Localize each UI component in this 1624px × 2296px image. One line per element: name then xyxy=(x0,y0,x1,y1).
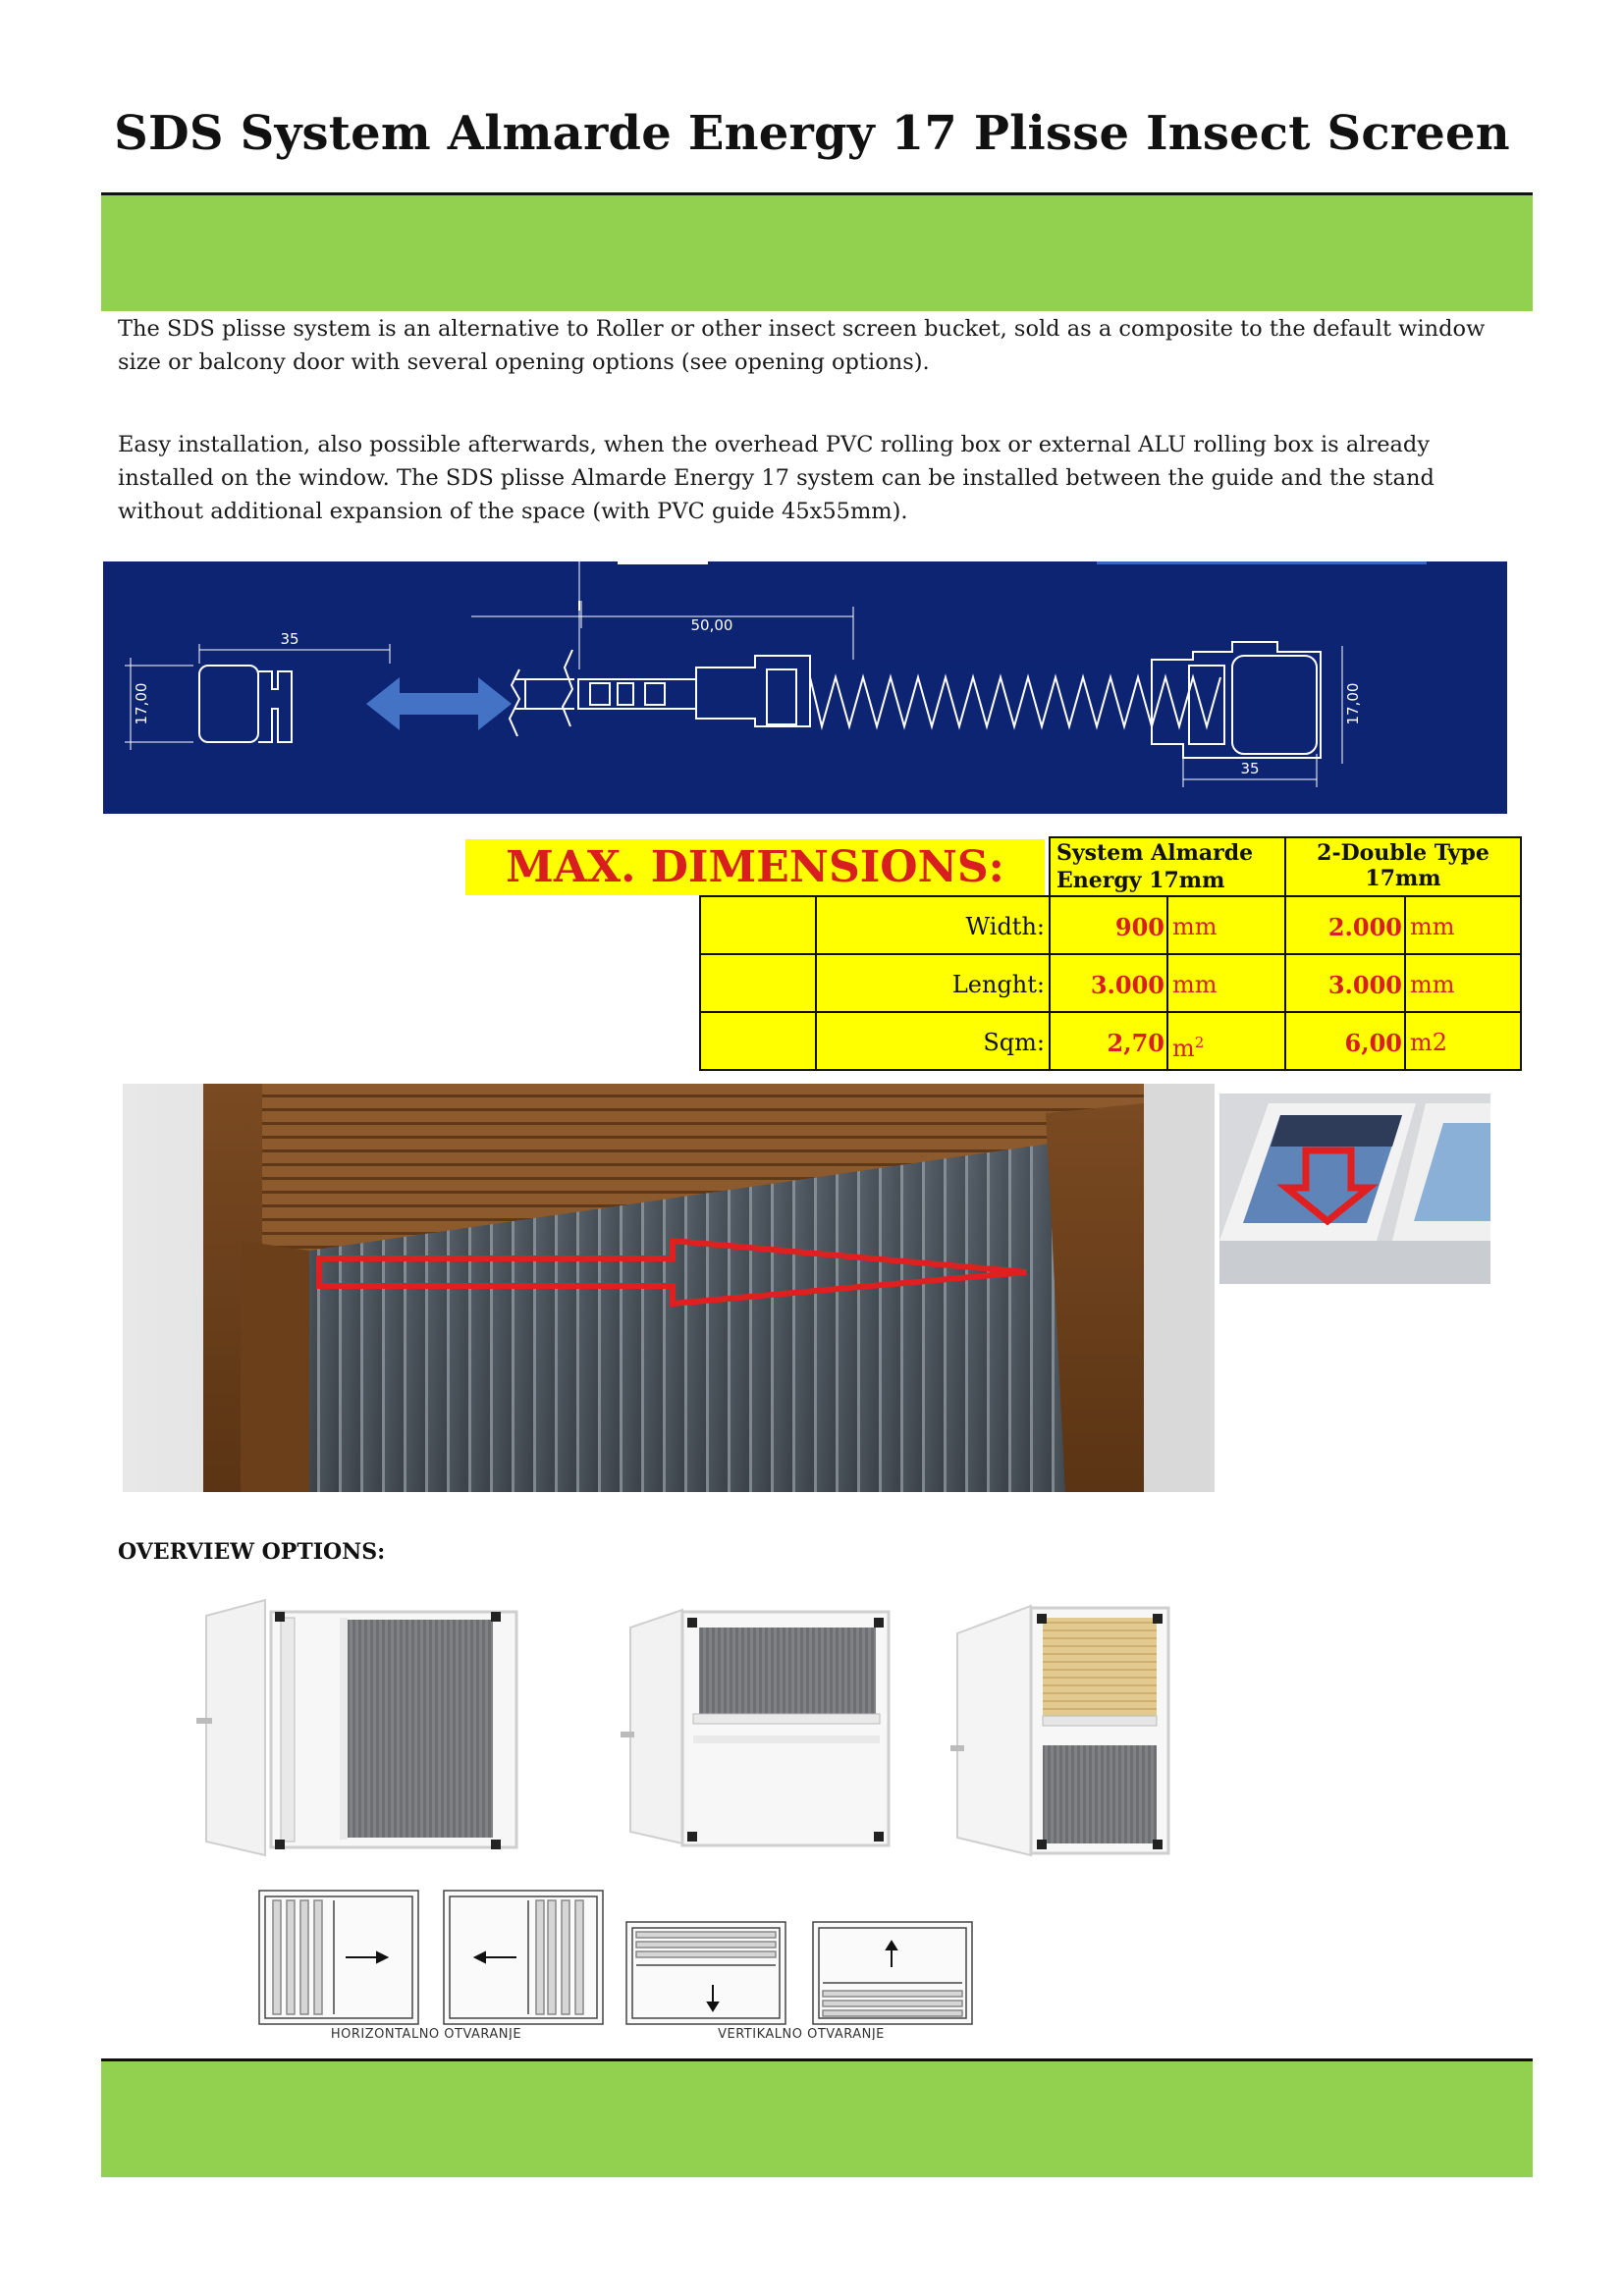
dim-row-label: Sqm: xyxy=(815,1011,1051,1071)
dim-value-col2: 6,00 xyxy=(1284,1011,1406,1071)
dim-blank-cell xyxy=(699,1011,817,1071)
horizontal-pleat-window xyxy=(196,1600,516,1857)
opening-schematics xyxy=(251,1883,998,2040)
page-title: SDS System Almarde Energy 17 Plisse Insect Screen xyxy=(114,106,1510,161)
dim-blank-cell xyxy=(699,895,817,955)
bottom-green-band xyxy=(101,2061,1533,2177)
col2-header-line2: 17mm xyxy=(1365,866,1441,891)
roof-window-photo xyxy=(1219,1094,1490,1284)
horizontal-opening-label: HORIZONTALNO OTVARANJE xyxy=(330,2027,522,2040)
overview-window-renderings xyxy=(196,1598,1296,1865)
vertical-pleat-window xyxy=(621,1610,889,1845)
unit-base: m xyxy=(1172,1035,1195,1062)
overview-options-heading: OVERVIEW OPTIONS: xyxy=(118,1539,386,1565)
intro-paragraph-1: The SDS plisse system is an alternative to Roller or other insect screen bucket, sold as a composite to the default window size or balcony door with several opening options (see opening options). xyxy=(118,316,1486,375)
dim-unit-col2: mm xyxy=(1404,953,1522,1013)
double-pleat-window xyxy=(950,1606,1168,1855)
dim-right-width: 35 xyxy=(1240,760,1260,777)
dim-left-height: 17,00 xyxy=(133,682,150,725)
col1-header xyxy=(1049,836,1286,897)
dim-right-height: 17,00 xyxy=(1344,682,1362,725)
window-shutter-photo xyxy=(123,1084,1215,1492)
dim-center-width: 50,00 xyxy=(690,616,733,634)
unit-superscript: 2 xyxy=(1194,1034,1205,1051)
dim-blank-cell xyxy=(699,953,817,1013)
dim-unit-col2: m2 xyxy=(1404,1011,1522,1071)
dim-row-label: Width: xyxy=(815,895,1051,955)
dim-unit-col2: mm xyxy=(1404,895,1522,955)
dim-value-col1: 2,70 xyxy=(1049,1011,1168,1071)
dim-unit-col1 xyxy=(1166,1011,1286,1071)
dim-left-width: 35 xyxy=(280,630,299,648)
vertical-opening-label: VERTIKALNO OTVARANJE xyxy=(718,2027,885,2040)
dim-row-label: Lenght: xyxy=(815,953,1051,1013)
col1-header-line2: Energy 17mm xyxy=(1056,868,1225,893)
top-green-band xyxy=(101,195,1533,311)
dim-value-col2: 2.000 xyxy=(1284,895,1406,955)
max-dimensions-heading: MAX. DIMENSIONS: xyxy=(506,842,1004,892)
dim-value-col2: 3.000 xyxy=(1284,953,1406,1013)
profile-cross-section-diagram xyxy=(103,561,1507,814)
intro-paragraph-2: Easy installation, also possible afterwards, when the overhead PVC rolling box or external ALU rolling box is already installed on the window. The SDS plisse Almarde Energy 17 system can be installed between the guide and the stand without additional expansion of the space (with PVC guide 45x55mm). xyxy=(118,432,1435,524)
col1-header-line1: System Almarde xyxy=(1056,840,1254,866)
col2-header-line1: 2-Double Type xyxy=(1317,840,1489,866)
dim-unit-col1: mm xyxy=(1166,953,1286,1013)
col2-header xyxy=(1284,836,1522,897)
dim-value-col1: 900 xyxy=(1049,895,1168,955)
dim-unit-col1: mm xyxy=(1166,895,1286,955)
dim-value-col1: 3.000 xyxy=(1049,953,1168,1013)
